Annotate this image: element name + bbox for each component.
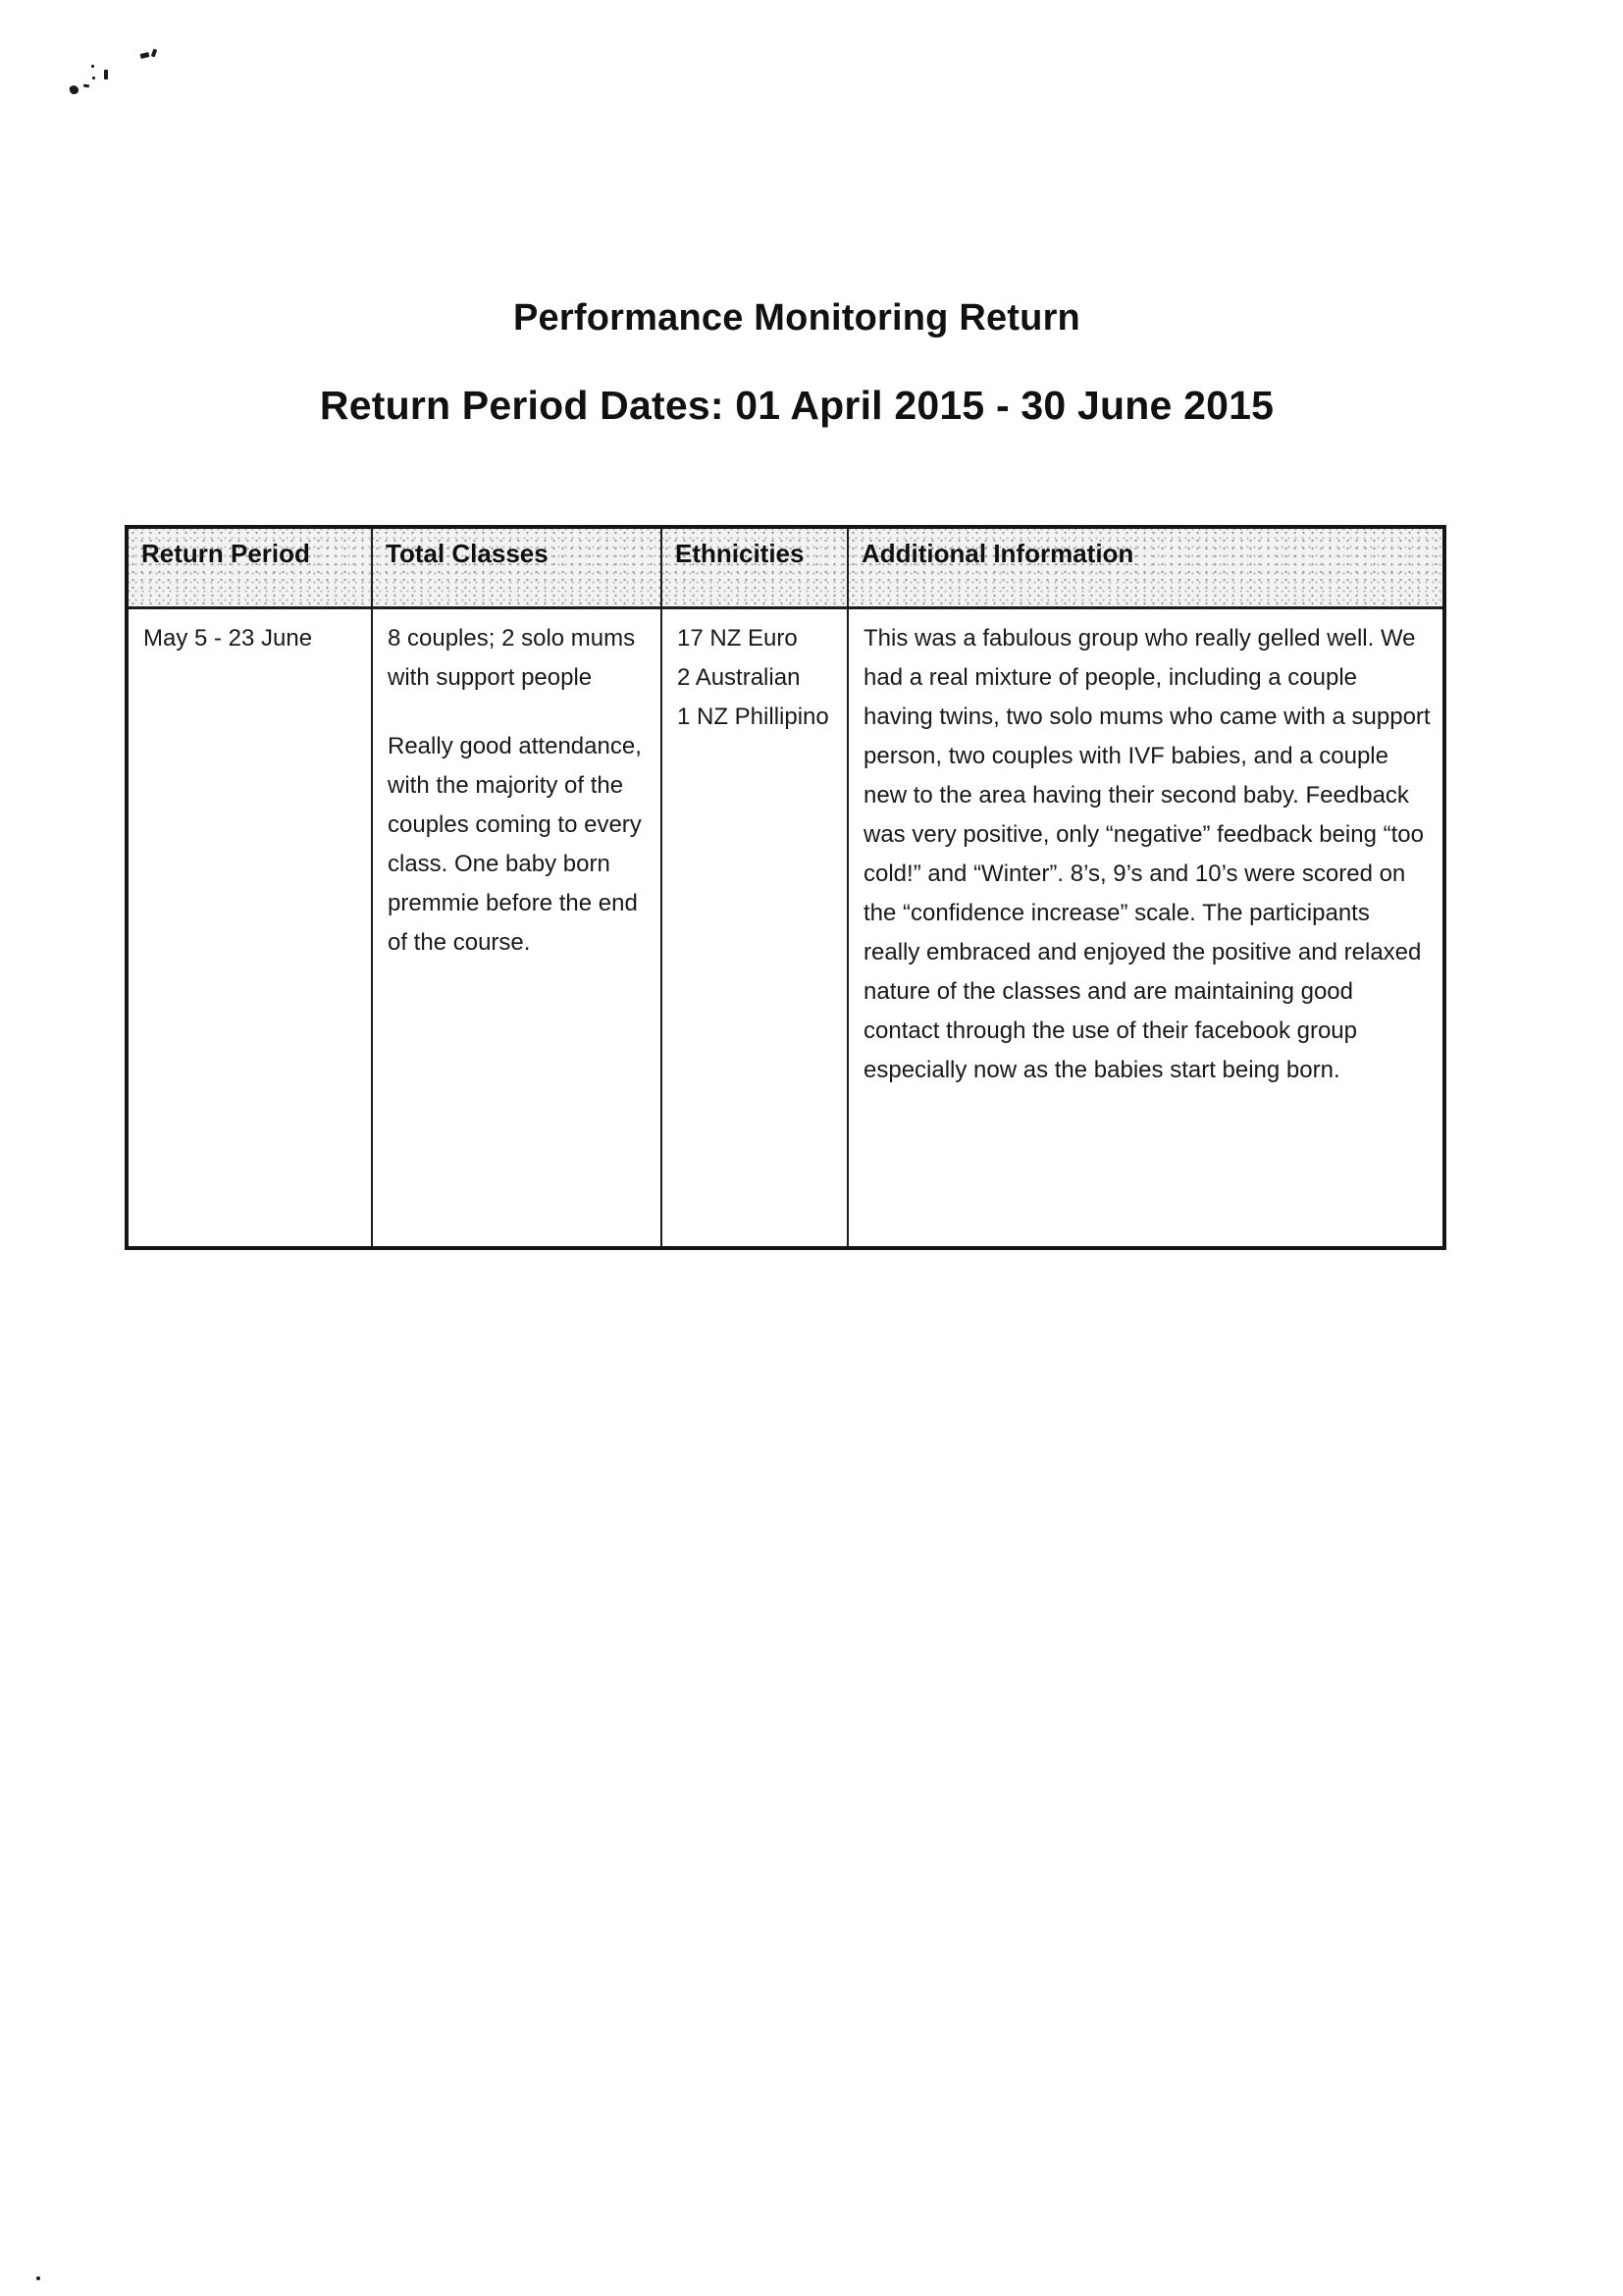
- scan-artifact: [92, 77, 95, 79]
- performance-monitoring-table: [125, 525, 1446, 1250]
- header-return-period: Return Period: [127, 527, 372, 607]
- return-period-value: May 5 - 23 June: [143, 624, 313, 652]
- page-subtitle: Return Period Dates: 01 April 2015 - 30 June 2015: [319, 383, 1275, 428]
- cell-ethnicities: [661, 607, 848, 1248]
- header-total-classes: Total Classes: [372, 527, 661, 607]
- header-ethnicities: Ethnicities: [661, 527, 848, 607]
- scan-artifact: [91, 65, 94, 68]
- additional-information-paragraph: This was a fabulous group who really gelled well. We had a real mixture of people, including a couple having twins, two solo mums who came with a support person, two couples with IVF babies, and a couple new to the area having their second baby. Feedback was very positive, only “negative” feedback being “too cold!” and “Winter”. 8’s, 9’s and 10’s were scored on the “confidence increase” scale. The participants really embraced and enjoyed the positive and relaxed nature of the classes and are maintaining good contact through the use of their facebook group especially now as the babies start being born.: [864, 624, 1431, 1083]
- ethnicity-item: 17 NZ Euro: [677, 624, 798, 652]
- cell-return-period: [127, 607, 372, 1248]
- cell-additional-information: [848, 607, 1444, 1248]
- total-classes-paragraph: Really good attendance, with the majority of the couples coming to every class. One baby born premmie before the end of the course.: [388, 732, 642, 956]
- page-title: Performance Monitoring Return: [513, 297, 1080, 339]
- ethnicity-item: 2 Australian: [677, 663, 801, 691]
- scan-artifact: [104, 70, 108, 79]
- table-header-row: [127, 527, 1444, 607]
- scan-artifact: [83, 84, 89, 88]
- ethnicity-item: 1 NZ Phillipino: [677, 703, 829, 730]
- header-additional-information: Additional Information: [848, 527, 1444, 607]
- scan-artifact: [69, 84, 80, 96]
- cell-total-classes: [372, 607, 661, 1248]
- table-row: [127, 607, 1444, 1248]
- total-classes-paragraph: 8 couples; 2 solo mums with support people: [388, 624, 636, 691]
- scan-artifact: [36, 2276, 40, 2280]
- scan-artifact: [140, 52, 150, 59]
- scan-artifact: [151, 49, 157, 58]
